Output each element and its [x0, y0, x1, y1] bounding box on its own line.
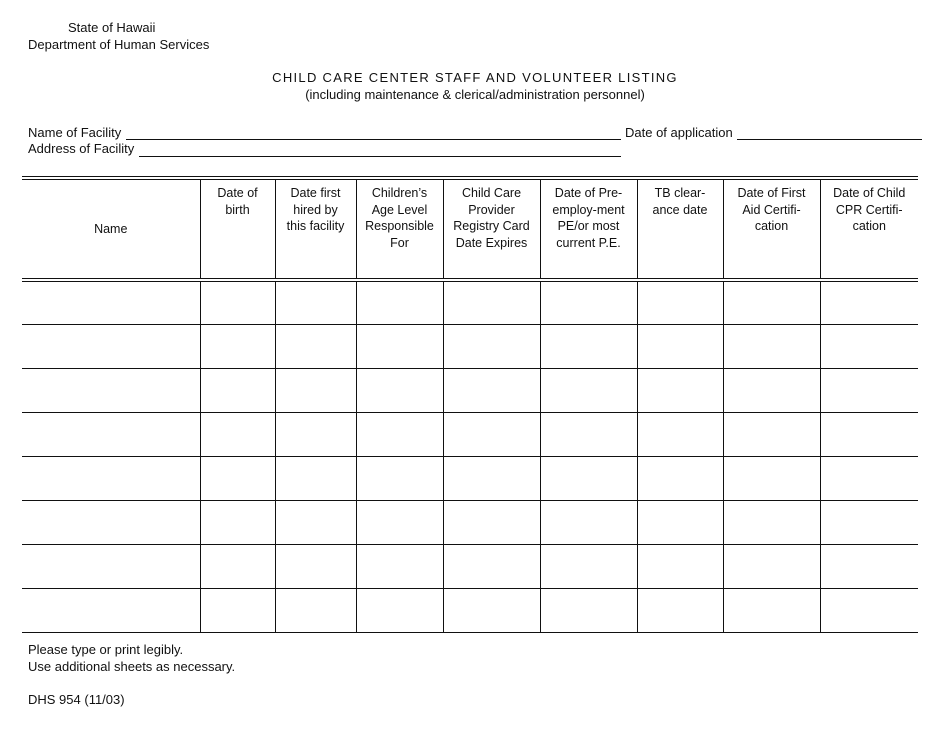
table-cell[interactable] [820, 456, 918, 500]
table-cell[interactable] [275, 280, 356, 324]
facility-address-field[interactable] [139, 156, 621, 157]
form-number: DHS 954 (11/03) [28, 692, 125, 707]
column-header [356, 178, 443, 280]
table-cell[interactable] [200, 368, 275, 412]
table-cell[interactable] [356, 280, 443, 324]
table-cell[interactable] [22, 456, 200, 500]
instruction-line: Please type or print legibly. [28, 642, 184, 657]
table-cell[interactable] [200, 456, 275, 500]
table-cell[interactable] [723, 588, 820, 632]
agency-department: Department of Human Services [28, 37, 210, 52]
table-cell[interactable] [356, 456, 443, 500]
agency-state: State of Hawaii [68, 20, 156, 35]
form-subtitle: (including maintenance & clerical/administration personnel) [305, 87, 645, 102]
column-header-name [22, 178, 200, 280]
column-header-label: Date of birth [217, 186, 258, 217]
column-header [275, 178, 356, 280]
table-cell[interactable] [200, 544, 275, 588]
table-cell[interactable] [637, 544, 723, 588]
table-row [22, 324, 918, 368]
table-row [22, 456, 918, 500]
table-cell[interactable] [637, 368, 723, 412]
column-header-label: Date first hired by this facility [286, 186, 345, 233]
table-cell[interactable] [443, 500, 540, 544]
table-cell[interactable] [723, 500, 820, 544]
table-cell[interactable] [637, 500, 723, 544]
table-cell[interactable] [275, 500, 356, 544]
table-cell[interactable] [540, 588, 637, 632]
table-cell[interactable] [723, 280, 820, 324]
table-cell[interactable] [637, 456, 723, 500]
table-cell[interactable] [723, 324, 820, 368]
table-cell[interactable] [443, 412, 540, 456]
table-cell[interactable] [540, 324, 637, 368]
column-header-label: Date of Pre- employ-ment PE/or most current P.E. [552, 186, 625, 250]
form-title: CHILD CARE CENTER STAFF AND VOLUNTEER LISTING [272, 70, 678, 85]
table-cell[interactable] [275, 412, 356, 456]
table-cell[interactable] [540, 412, 637, 456]
table-cell[interactable] [200, 588, 275, 632]
table-cell[interactable] [820, 368, 918, 412]
table-cell[interactable] [637, 324, 723, 368]
table-cell[interactable] [22, 324, 200, 368]
column-header-label: TB clear- ance date [652, 186, 708, 217]
column-header [443, 178, 540, 280]
table-cell[interactable] [200, 280, 275, 324]
table-cell[interactable] [443, 368, 540, 412]
table-cell[interactable] [443, 280, 540, 324]
table-cell[interactable] [637, 412, 723, 456]
table-cell[interactable] [275, 588, 356, 632]
table-cell[interactable] [356, 368, 443, 412]
table-cell[interactable] [443, 544, 540, 588]
table-cell[interactable] [356, 588, 443, 632]
table-row [22, 412, 918, 456]
table-cell[interactable] [22, 588, 200, 632]
table-cell[interactable] [356, 412, 443, 456]
column-header-label: Child Care Provider Registry Card Date Expires [453, 186, 530, 250]
column-header-label: Date of First Aid Certifi- cation [737, 186, 806, 233]
table-row [22, 280, 918, 324]
table-header-row [22, 178, 918, 280]
table-cell[interactable] [275, 544, 356, 588]
table-cell[interactable] [723, 368, 820, 412]
table-cell[interactable] [22, 412, 200, 456]
column-header [723, 178, 820, 280]
table-cell[interactable] [22, 368, 200, 412]
table-cell[interactable] [723, 412, 820, 456]
table-cell[interactable] [356, 544, 443, 588]
table-cell[interactable] [540, 500, 637, 544]
table-cell[interactable] [275, 324, 356, 368]
table-cell[interactable] [200, 324, 275, 368]
facility-name-label: Name of Facility [28, 125, 122, 140]
date-of-application-label: Date of application [625, 125, 733, 140]
facility-address-label: Address of Facility [28, 141, 135, 156]
column-header-label: Name [94, 221, 128, 236]
staff-listing-table [22, 176, 918, 633]
table-cell[interactable] [200, 412, 275, 456]
date-of-application-field[interactable] [737, 139, 922, 140]
column-header [637, 178, 723, 280]
table-row [22, 500, 918, 544]
table-cell[interactable] [540, 280, 637, 324]
table-cell[interactable] [820, 324, 918, 368]
table-cell[interactable] [540, 368, 637, 412]
table-cell[interactable] [443, 588, 540, 632]
table-cell[interactable] [275, 456, 356, 500]
table-cell[interactable] [637, 280, 723, 324]
table-cell[interactable] [443, 324, 540, 368]
instructions [28, 641, 235, 675]
table-cell[interactable] [356, 500, 443, 544]
table-row [22, 368, 918, 412]
table-cell[interactable] [22, 280, 200, 324]
table-cell[interactable] [820, 500, 918, 544]
table-cell[interactable] [200, 500, 275, 544]
table-cell[interactable] [540, 456, 637, 500]
table-cell[interactable] [820, 588, 918, 632]
instruction-line: Use additional sheets as necessary. [28, 659, 236, 674]
table-body [22, 280, 918, 632]
column-header [820, 178, 918, 280]
table-cell[interactable] [356, 324, 443, 368]
table-cell[interactable] [540, 544, 637, 588]
table-cell[interactable] [723, 456, 820, 500]
table-cell[interactable] [820, 280, 918, 324]
column-header-label: Date of Child CPR Certifi- cation [833, 186, 906, 233]
column-header [540, 178, 637, 280]
table-cell[interactable] [637, 588, 723, 632]
column-header-label: Children’s Age Level Responsible For [365, 186, 434, 250]
table-cell[interactable] [275, 368, 356, 412]
table-row [22, 588, 918, 632]
column-header [200, 178, 275, 280]
table-cell[interactable] [723, 544, 820, 588]
facility-name-field[interactable] [126, 139, 621, 140]
table-cell[interactable] [820, 412, 918, 456]
table-cell[interactable] [820, 544, 918, 588]
table-cell[interactable] [22, 500, 200, 544]
table-cell[interactable] [22, 544, 200, 588]
table-row [22, 544, 918, 588]
table-cell[interactable] [443, 456, 540, 500]
